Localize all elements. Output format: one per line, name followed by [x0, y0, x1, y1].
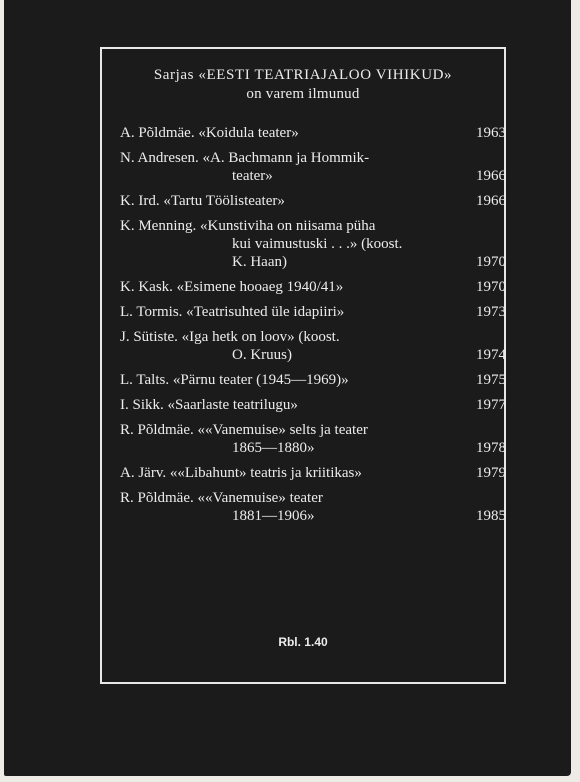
- entry-text: J. Sütiste. «Iga hetk on loov» (koost. O. Kruus): [120, 329, 340, 363]
- entry-year: 1966: [476, 168, 506, 184]
- entry-year: 1973: [476, 304, 506, 320]
- entry-text: I. Sikk. «Saarlaste teatrilugu»: [120, 397, 298, 413]
- series-heading: [102, 66, 504, 104]
- list-item: [120, 489, 506, 525]
- entry-year: 1974: [476, 347, 506, 363]
- list-item: [120, 303, 506, 321]
- entry-year: 1975: [476, 372, 506, 388]
- list-item: [120, 278, 506, 296]
- entry-text: A. Põldmäe. «Koidula teater»: [120, 125, 299, 141]
- entry-year: 1977: [476, 397, 506, 413]
- entry-text: N. Andresen. «A. Bachmann ja Hommik- teater»: [120, 150, 370, 184]
- entry-text: K. Kask. «Esimene hooaeg 1940/41»: [120, 279, 344, 295]
- list-item: [120, 464, 506, 482]
- list-item: [120, 192, 506, 210]
- series-title: Sarjas «EESTI TEATRIAJALOO VIHIKUD»: [153, 67, 453, 83]
- list-item: [120, 396, 506, 414]
- list-item: [120, 217, 506, 271]
- entry-text: L. Tormis. «Teatrisuhted üle idapiiri»: [120, 304, 345, 320]
- entry-year: 1985: [476, 508, 506, 524]
- entry-text: A. Järv. ««Libahunt» teatris ja kriitikas»: [120, 465, 362, 481]
- entry-year: 1970: [476, 254, 506, 270]
- price-label: Rbl. 1.40: [278, 635, 328, 649]
- entry-year: 1979: [476, 465, 506, 481]
- entry-text: R. Põldmäe. ««Vanemuise» selts ja teater 1865—1880»: [120, 422, 368, 456]
- list-item: [120, 371, 506, 389]
- list-item: [120, 149, 506, 185]
- entry-year: 1966: [476, 193, 506, 209]
- series-subtitle: on varem ilmunud: [246, 86, 360, 102]
- entry-year: 1978: [476, 440, 506, 456]
- entry-year: 1963: [476, 125, 506, 141]
- text-frame: [100, 47, 506, 684]
- back-cover: [4, 0, 571, 776]
- publication-list: [120, 124, 506, 532]
- entry-text: R. Põldmäe. ««Vanemuise» teater 1881—1906»: [120, 490, 323, 524]
- list-item: [120, 328, 506, 364]
- list-item: [120, 124, 506, 142]
- entry-year: 1970: [476, 279, 506, 295]
- entry-text: K. Menning. «Kunstiviha on niisama püha kui vaimustuski . . .» (koost. K. Haan): [120, 218, 403, 270]
- entry-text: K. Ird. «Tartu Töölisteater»: [120, 193, 285, 209]
- entry-text: L. Talts. «Pärnu teater (1945—1969)»: [120, 372, 349, 388]
- list-item: [120, 421, 506, 457]
